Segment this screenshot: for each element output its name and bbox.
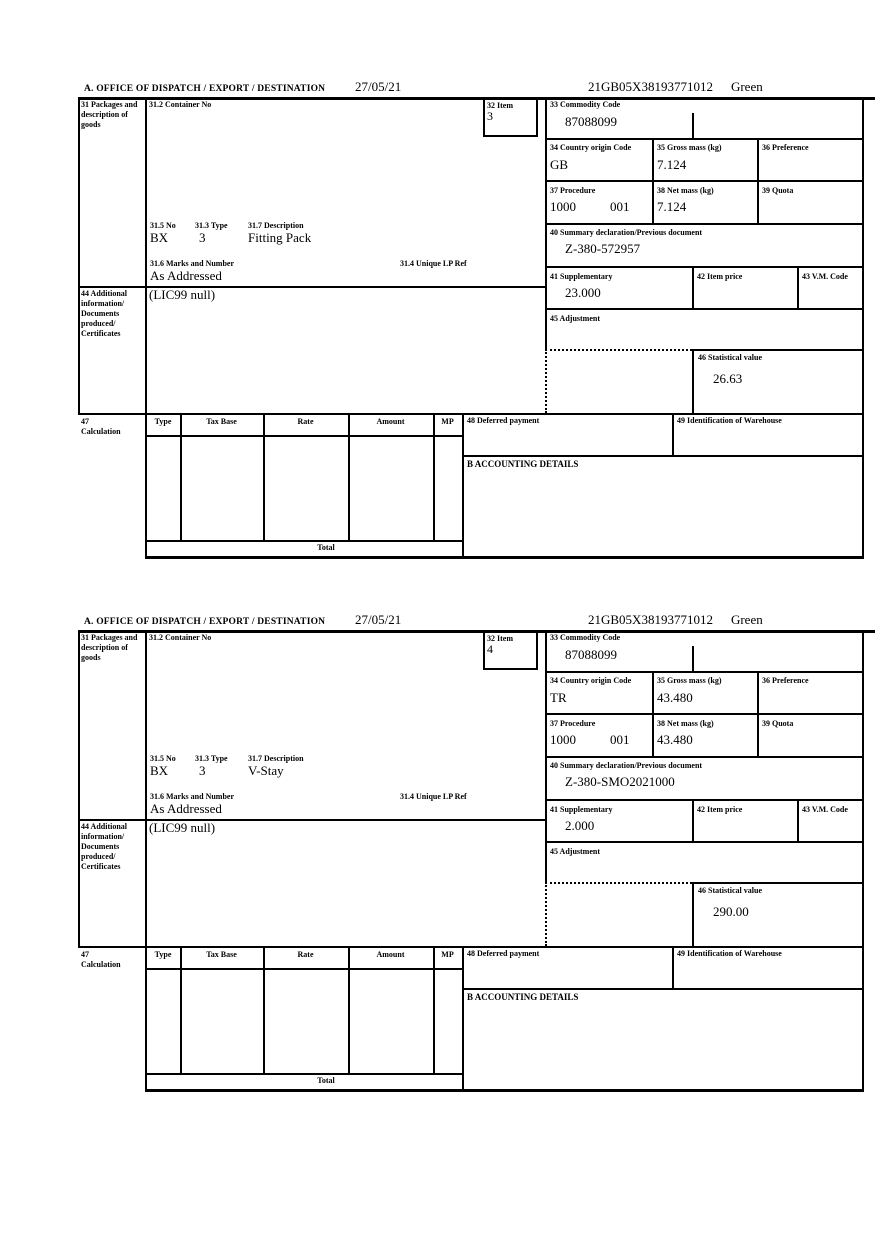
procedure-value-2: 001 [610, 199, 630, 214]
package-no-label: 31.5 No [150, 754, 176, 763]
package-type-value: 3 [199, 763, 206, 778]
total-label: Total [317, 1076, 335, 1085]
commodity-code-label: 33 Commodity Code [550, 633, 621, 642]
table-header-tax-base: Tax Base [206, 417, 237, 426]
total-label: Total [317, 543, 335, 552]
box-44-label: 44 Additional information/ Documents produced/ Certificates [81, 289, 128, 338]
unique-lp-ref-label: 31.4 Unique LP Ref [400, 259, 467, 268]
item-number-value: 3 [487, 109, 493, 123]
package-description-label: 31.7 Description [248, 754, 304, 763]
deferred-payment-label: 48 Deferred payment [467, 949, 540, 958]
deferred-payment-label: 48 Deferred payment [467, 416, 540, 425]
dotted-subdivision-box [545, 349, 692, 413]
marks-and-number-label: 31.6 Marks and Number [150, 259, 235, 268]
table-header-type: Type [154, 950, 172, 959]
route-indicator: Green [730, 612, 763, 627]
box-47-label: 47 Calculation [81, 417, 121, 436]
calculation-row-top-line [78, 413, 862, 415]
package-no-value: BX [150, 230, 169, 245]
supplementary-value: 23.000 [565, 285, 601, 300]
warehouse-id-label: 49 Identification of Warehouse [677, 949, 782, 958]
outer-right-border [862, 97, 864, 559]
section-bottom-border [145, 1089, 862, 1092]
dotted-subdivision-box [545, 882, 692, 946]
acceptance-date: 27/05/21 [355, 612, 402, 627]
item-price-label: 42 Item price [697, 272, 743, 281]
table-header-type: Type [154, 417, 172, 426]
box-48-49-divider [672, 413, 674, 455]
item-number-value: 4 [487, 642, 493, 656]
form-grid [78, 97, 875, 559]
table-column-line [433, 413, 435, 540]
adjustment-label: 45 Adjustment [550, 847, 601, 856]
package-description-label: 31.7 Description [248, 221, 304, 230]
accounting-details-label: B ACCOUNTING DETAILS [467, 459, 579, 469]
package-description-value: V-Stay [248, 763, 284, 778]
box-44-label: 44 Additional information/ Documents produced/ Certificates [81, 822, 128, 871]
procedure-label: 37 Procedure [550, 719, 596, 728]
section-header [78, 73, 875, 97]
marks-and-number-label: 31.6 Marks and Number [150, 792, 235, 801]
left-column-divider [145, 97, 147, 559]
entry-number: 21GB05X38193771012 [588, 79, 713, 94]
commodity-code-field-divider [692, 113, 694, 138]
table-header-mp: MP [441, 950, 454, 959]
previous-document-value: Z-380-SMO2021000 [565, 774, 675, 789]
unique-lp-ref-label: 31.4 Unique LP Ref [400, 792, 467, 801]
additional-information-value: (LIC99 null) [149, 820, 216, 835]
statistical-value-value: 26.63 [713, 371, 743, 386]
package-type-label: 31.3 Type [195, 221, 228, 230]
marks-and-number-value: As Addressed [150, 268, 222, 283]
marks-and-number-value: As Addressed [150, 801, 222, 816]
table-right-border [462, 413, 464, 559]
box-31-label: 31 Packages and description of goods [81, 633, 138, 662]
preference-label: 36 Preference [762, 143, 809, 152]
outer-left-border [78, 97, 80, 413]
accounting-details-label: B ACCOUNTING DETAILS [467, 992, 579, 1002]
table-header-rate: Rate [297, 417, 314, 426]
outer-left-border [78, 630, 80, 946]
declaration-item-section [78, 606, 875, 1092]
country-origin-label: 34 Country origin Code [550, 143, 632, 152]
table-column-line [348, 413, 350, 540]
table-header-underline [146, 435, 462, 437]
package-type-label: 31.3 Type [195, 754, 228, 763]
procedure-label: 37 Procedure [550, 186, 596, 195]
quota-label: 39 Quota [762, 186, 794, 195]
package-type-value: 3 [199, 230, 206, 245]
left-column-divider [145, 630, 147, 1092]
commodity-code-value: 87088099 [565, 114, 617, 129]
previous-document-label: 40 Summary declaration/Previous document [550, 228, 703, 237]
quota-label: 39 Quota [762, 719, 794, 728]
procedure-value-2: 001 [610, 732, 630, 747]
table-right-border [462, 946, 464, 1092]
table-bottom-line [145, 540, 462, 542]
gross-mass-value: 7.124 [657, 157, 687, 172]
commodity-code-field-divider [692, 646, 694, 671]
route-indicator: Green [730, 79, 763, 94]
commodity-code-value: 87088099 [565, 647, 617, 662]
country-origin-value: TR [550, 690, 567, 705]
adjustment-label: 45 Adjustment [550, 314, 601, 323]
section-bottom-border [145, 556, 862, 559]
statistical-value-value: 290.00 [713, 904, 749, 919]
declaration-item-section [78, 73, 875, 559]
table-header-amount: Amount [376, 417, 405, 426]
supplementary-value: 2.000 [565, 818, 595, 833]
statistical-value-label: 46 Statistical value [698, 886, 762, 895]
country-origin-value: GB [550, 157, 569, 172]
table-header-mp: MP [441, 417, 454, 426]
table-header-tax-base: Tax Base [206, 950, 237, 959]
gross-mass-label: 35 Gross mass (kg) [657, 143, 722, 152]
table-column-line [263, 946, 265, 1073]
vm-code-label: 43 V.M. Code [802, 272, 848, 281]
warehouse-id-label: 49 Identification of Warehouse [677, 416, 782, 425]
vm-code-label: 43 V.M. Code [802, 805, 848, 814]
item-price-label: 42 Item price [697, 805, 743, 814]
entry-reference [588, 79, 763, 95]
country-origin-label: 34 Country origin Code [550, 676, 632, 685]
item-label: 32 Item [487, 634, 513, 643]
package-description-value: Fitting Pack [248, 230, 312, 245]
table-header-underline [146, 968, 462, 970]
supplementary-label: 41 Supplementary [550, 272, 613, 281]
table-column-line [433, 946, 435, 1073]
procedure-value-1: 1000 [550, 732, 576, 747]
container-no-label: 31.2 Container No [149, 633, 212, 642]
office-of-dispatch-label: A. OFFICE OF DISPATCH / EXPORT / DESTINATION [84, 617, 326, 627]
gross-mass-label: 35 Gross mass (kg) [657, 676, 722, 685]
table-column-line [263, 413, 265, 540]
additional-information-value: (LIC99 null) [149, 287, 216, 302]
accounting-top-line [462, 988, 862, 990]
net-mass-value: 43.480 [657, 732, 693, 747]
box-48-49-divider [672, 946, 674, 988]
net-mass-label: 38 Net mass (kg) [657, 186, 714, 195]
section-header [78, 606, 875, 630]
calculation-row-top-line [78, 946, 862, 948]
package-no-label: 31.5 No [150, 221, 176, 230]
net-mass-label: 38 Net mass (kg) [657, 719, 714, 728]
table-column-line [348, 946, 350, 1073]
box-47-label: 47 Calculation [81, 950, 121, 969]
previous-document-label: 40 Summary declaration/Previous document [550, 761, 703, 770]
form-grid [78, 630, 875, 1092]
entry-reference [588, 612, 763, 628]
table-bottom-line [145, 1073, 462, 1075]
gross-mass-value: 43.480 [657, 690, 693, 705]
accounting-top-line [462, 455, 862, 457]
preference-label: 36 Preference [762, 676, 809, 685]
table-header-amount: Amount [376, 950, 405, 959]
table-column-line [180, 946, 182, 1073]
net-mass-value: 7.124 [657, 199, 687, 214]
procedure-value-1: 1000 [550, 199, 576, 214]
table-header-rate: Rate [297, 950, 314, 959]
statistical-value-label: 46 Statistical value [698, 353, 762, 362]
office-of-dispatch-label: A. OFFICE OF DISPATCH / EXPORT / DESTINATION [84, 84, 326, 94]
container-no-label: 31.2 Container No [149, 100, 212, 109]
commodity-code-label: 33 Commodity Code [550, 100, 621, 109]
package-no-value: BX [150, 763, 169, 778]
acceptance-date: 27/05/21 [355, 79, 402, 94]
entry-number: 21GB05X38193771012 [588, 612, 713, 627]
outer-right-border [862, 630, 864, 1092]
supplementary-label: 41 Supplementary [550, 805, 613, 814]
box-31-label: 31 Packages and description of goods [81, 100, 138, 129]
item-label: 32 Item [487, 101, 513, 110]
previous-document-value: Z-380-572957 [565, 241, 641, 256]
table-column-line [180, 413, 182, 540]
